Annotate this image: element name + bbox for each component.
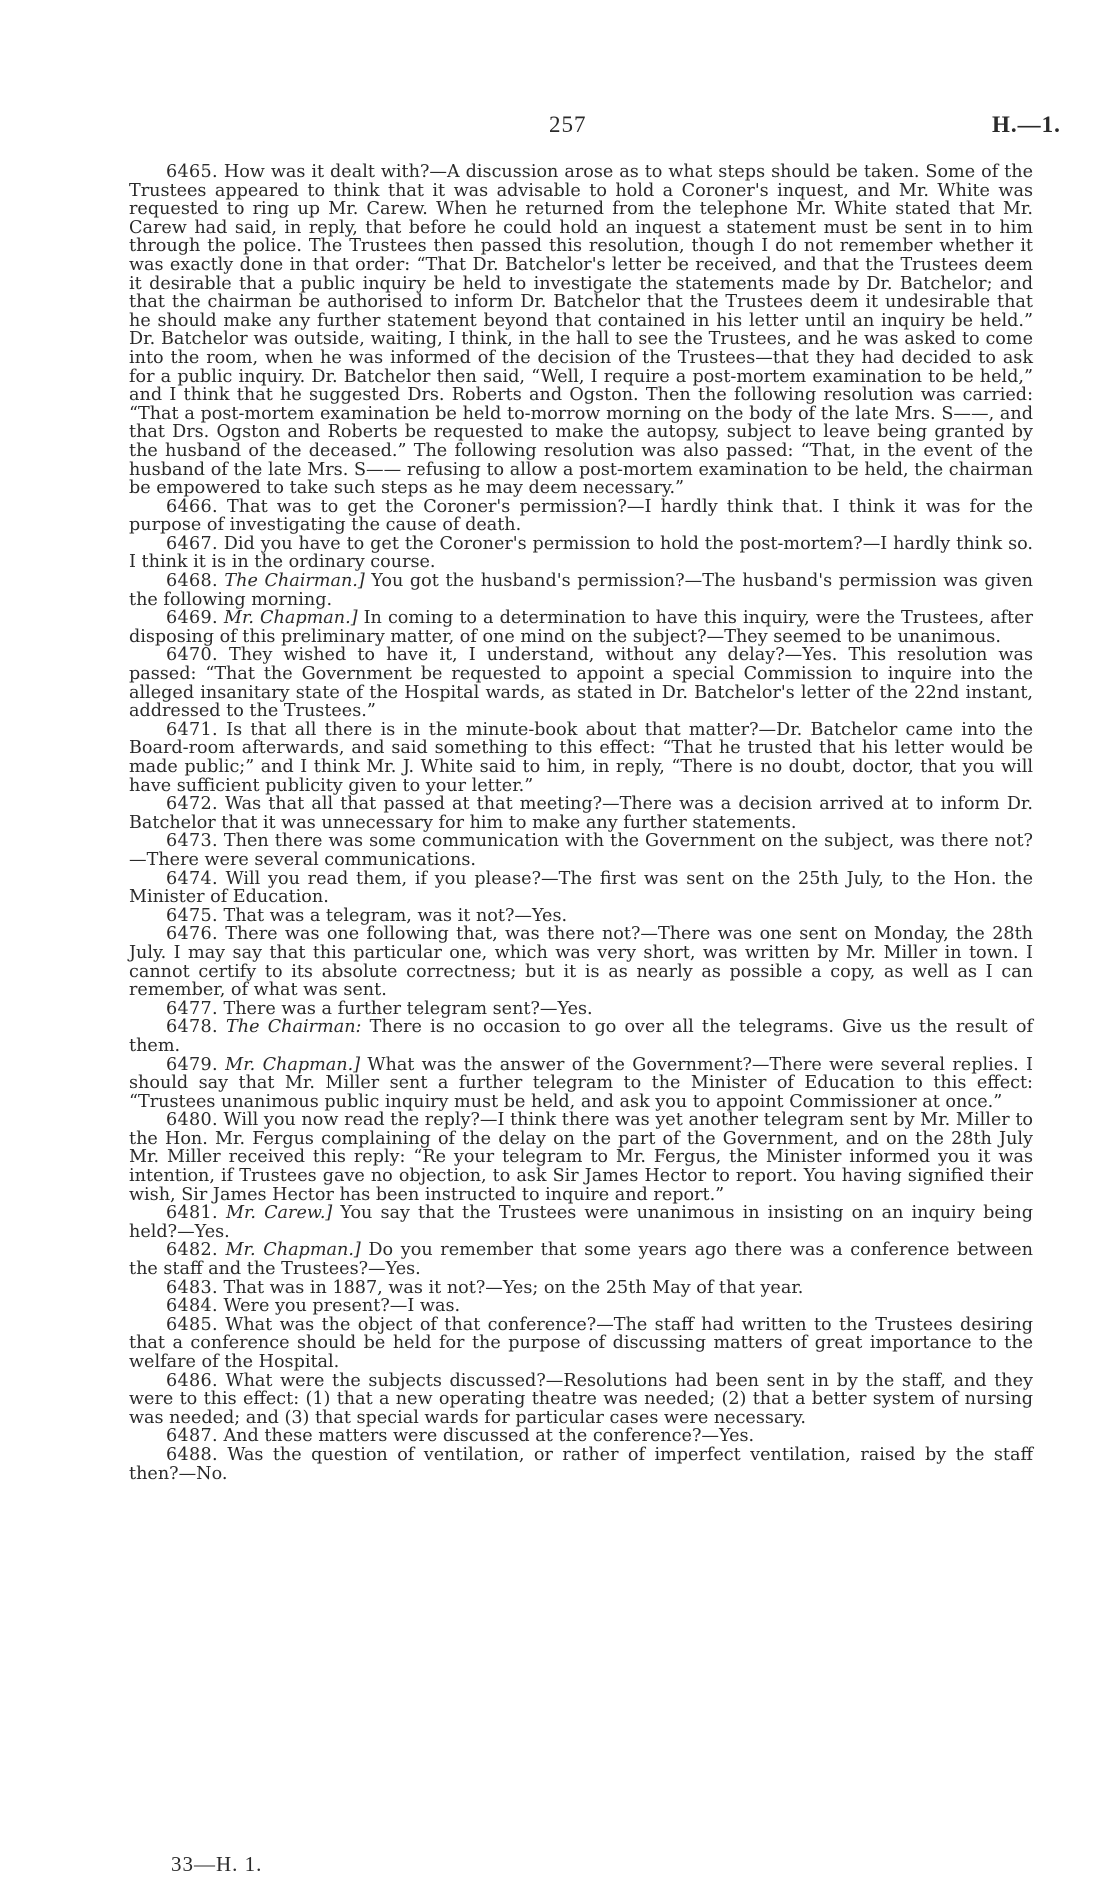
paragraph-text: Was the question of ventilation, or rather of imperfect ventilation, raised by the staff then?—No.: [129, 1444, 1033, 1484]
question-number: 6473.: [166, 831, 218, 852]
evidence-paragraph: [129, 1111, 1033, 1204]
paragraph-text: Will you read them, if you please?—The first was sent on the 25th July, to the Hon. the Minister of Education.: [129, 868, 1033, 908]
evidence-paragraph: [129, 1279, 1033, 1298]
evidence-paragraph: [129, 535, 1033, 572]
evidence-paragraph: [129, 1316, 1033, 1372]
question-number: 6481.: [166, 1203, 218, 1224]
printer-signature: 33—H. 1.: [171, 1852, 263, 1876]
paragraph-text: That was a telegram, was it not?—Yes.: [217, 905, 568, 926]
speaker-name: Mr. Chapman.]: [217, 1240, 361, 1261]
question-number: 6480.: [166, 1110, 218, 1131]
evidence-transcript: [129, 163, 1033, 1483]
paragraph-text: Do you remember that some years ago there was a conference between the staff and the Trustees?—Yes.: [129, 1240, 1033, 1280]
paper-reference: H.—1.: [992, 112, 1061, 137]
paragraph-text: There was one following that, was there not?—There was one sent on Monday, the 28th July. I may say that this particular one, which was very short, was written by Mr. Miller in town. I cannot certify to its absolute correctness; but it is as nearly as possible a copy, as well as I can remember, of what was sent.: [129, 924, 1033, 1001]
question-number: 6487.: [166, 1426, 218, 1447]
paragraph-text: In coming to a determination to have this inquiry, were the Trustees, after disposing of this preliminary matter, of one mind on the subject?—They seemed to be unanimous.: [129, 608, 1033, 647]
question-number: 6469.: [166, 608, 218, 629]
speaker-name: The Chairman:: [217, 1017, 362, 1038]
question-number: 6484.: [166, 1296, 218, 1317]
paragraph-text: Then there was some communication with the Government on the subject, was there not?—There were several communications.: [129, 831, 1033, 870]
question-number: 6486.: [166, 1370, 218, 1391]
evidence-paragraph: [129, 1241, 1033, 1278]
evidence-paragraph: [129, 1427, 1033, 1446]
evidence-paragraph: [129, 163, 1033, 498]
speaker-name: Mr. Chapman.]: [217, 1054, 361, 1075]
evidence-paragraph: [129, 832, 1033, 869]
question-number: 6479.: [166, 1054, 218, 1075]
evidence-paragraph: [129, 1297, 1033, 1316]
evidence-paragraph: [129, 498, 1033, 535]
paragraph-text: You say that the Trustees were unanimous in insisting on an inquiry being held?—Yes.: [129, 1203, 1033, 1242]
evidence-paragraph: [129, 1372, 1033, 1428]
page-header: [0, 112, 1114, 146]
question-number: 6470.: [166, 645, 218, 666]
evidence-paragraph: [129, 572, 1033, 609]
evidence-paragraph: [129, 1204, 1033, 1241]
question-number: 6471.: [166, 719, 218, 740]
evidence-paragraph: [129, 646, 1033, 720]
evidence-paragraph: [129, 870, 1033, 907]
evidence-paragraph: [129, 795, 1033, 832]
paragraph-text: They wished to have it, I understand, without any delay?—Yes. This resolution was passed: “That the Government be requested to appoint a special Commission to inquire into the alleged insanitary state of the Hospital wards, as stated in Dr. Batchelor's letter of the 22nd instant, addressed to the Trustees.”: [129, 645, 1033, 722]
evidence-paragraph: [129, 609, 1033, 646]
question-number: 6465.: [166, 162, 218, 182]
evidence-paragraph: [129, 1018, 1033, 1055]
question-number: 6472.: [166, 794, 218, 815]
question-number: 6478.: [166, 1017, 218, 1038]
question-number: 6477.: [166, 998, 218, 1019]
paragraph-text: Is that all there is in the minute-book about that matter?—Dr. Batchelor came into the Board-room afterwards, and said something to this effect: “That he trusted that his letter would be made public;” and I think Mr. J. White said to him, in reply, “There is no doubt, doctor, that you will have sufficient publicity given to your letter.”: [129, 719, 1033, 796]
evidence-paragraph: [129, 925, 1033, 999]
question-number: 6488.: [166, 1444, 218, 1465]
question-number: 6476.: [166, 924, 218, 945]
question-number: 6466.: [166, 496, 218, 517]
paragraph-text: What was the object of that conference?—The staff had written to the Trustees desiring that a conference should be held for the purpose of discussing matters of great importance to the welfare of the Hospital.: [129, 1314, 1033, 1372]
question-number: 6483.: [166, 1277, 218, 1298]
speaker-name: The Chairman.]: [217, 571, 365, 592]
question-number: 6482.: [166, 1240, 218, 1261]
evidence-paragraph: [129, 907, 1033, 926]
evidence-paragraph: [129, 721, 1033, 795]
paragraph-text: That was to get the Coroner's permission?—I hardly think that. I think it was for the purpose of investigating the cause of death.: [129, 496, 1033, 536]
question-number: 6467.: [166, 533, 218, 554]
question-number: 6485.: [166, 1314, 218, 1335]
paragraph-text: Will you now read the reply?—I think there was yet another telegram sent by Mr. Miller to the Hon. Mr. Fergus complaining of the delay on the part of the Government, and on the 28th July Mr. Miller received this reply: “Re your telegram to Mr. Fergus, the Minister informed you it was intention, if Trustees gave no objection, to ask Sir James Hector to report. You having signified their wish, Sir James Hector has been instructed to inquire and report.”: [129, 1110, 1033, 1205]
question-number: 6474.: [166, 868, 218, 889]
question-number: 6475.: [166, 905, 218, 926]
paragraph-text: That was in 1887, was it not?—Yes; on the 25th May of that year.: [217, 1277, 804, 1298]
evidence-paragraph: [129, 1056, 1033, 1112]
page-number: 257: [549, 112, 587, 137]
paragraph-text: Did you have to get the Coroner's permission to hold the post-mortem?—I hardly think so. I think it is in the ordinary course.: [129, 533, 1033, 573]
speaker-name: Mr. Chapman.]: [217, 608, 358, 629]
paragraph-text: Were you present?—I was.: [217, 1296, 461, 1317]
paragraph-text: How was it dealt with?—A discussion arose as to what steps should be taken. Some of the Trustees appeared to think that it was advisable to hold a Coroner's inquest, and Mr. White was requested to ring up Mr. Carew. When he returned from the telephone Mr. White stated that Mr. Carew had said, in reply, that before he could hold an inquest a statement must be sent in to him through the police. The Trustees then passed this resolution, though I do not remember whether it was exactly done in that order: “That Dr. Batchelor's letter be received, and that the Trustees deem it desirable that a public inquiry be held to investigate the statements made by Dr. Batchelor; and that the chairman be authorised to inform Dr. Batchelor that the Trustees deem it undesirable that he should make any further statement beyond that contained in his letter until an inquiry be held.” Dr. Batchelor was outside, waiting, I think, in the hall to see the Trustees, and he was asked to come into the room, when he was informed of the decision of the Trustees—that they had decided to ask for a public inquiry. Dr. Batchelor then said, “Well, I require a post-mortem examination to be held,” and I think that he suggested Drs. Roberts and Ogston. Then the following resolution was carried: “That a post-mortem examination be held to-morrow morning on the body of the late Mrs. S——, and that Drs. Ogston and Roberts be requested to make the autopsy, subject to leave being granted by the husband of the deceased.” The following resolution was also passed: “That, in the event of the husband of the late Mrs. S—— refusing to allow a post-mortem examination to be held, the chairman be empowered to take such steps as he may deem necessary.”: [129, 162, 1033, 499]
paragraph-text: You got the husband's permission?—The husband's permission was given the following morning.: [129, 571, 1033, 610]
paragraph-text: What were the subjects discussed?—Resolutions had been sent in by the staff, and they were to this effect: (1) that a new operating theatre was needed; (2) that a better system of nursing was needed; and (3) that special wards for particular cases were necessary.: [129, 1370, 1033, 1428]
paragraph-text: There was a further telegram sent?—Yes.: [217, 998, 593, 1019]
paragraph-text: There is no occasion to go over all the telegrams. Give us the result of them.: [129, 1017, 1033, 1056]
speaker-name: Mr. Carew.]: [217, 1203, 333, 1224]
question-number: 6468.: [166, 571, 218, 592]
evidence-paragraph: [129, 1000, 1033, 1019]
evidence-paragraph: [129, 1446, 1033, 1483]
paragraph-text: Was that all that passed at that meeting?—There was a decision arrived at to inform Dr. Batchelor that it was unnecessary for him to make any further statements.: [129, 794, 1033, 833]
paragraph-text: And these matters were discussed at the conference?—Yes.: [217, 1426, 755, 1447]
paragraph-text: What was the answer of the Government?—There were several replies. I should say that Mr. Miller sent a further telegram to the Minister of Education to this effect: “Trustees unanimous public inquiry must be held, and ask you to appoint Commissioner at once.”: [129, 1054, 1034, 1112]
